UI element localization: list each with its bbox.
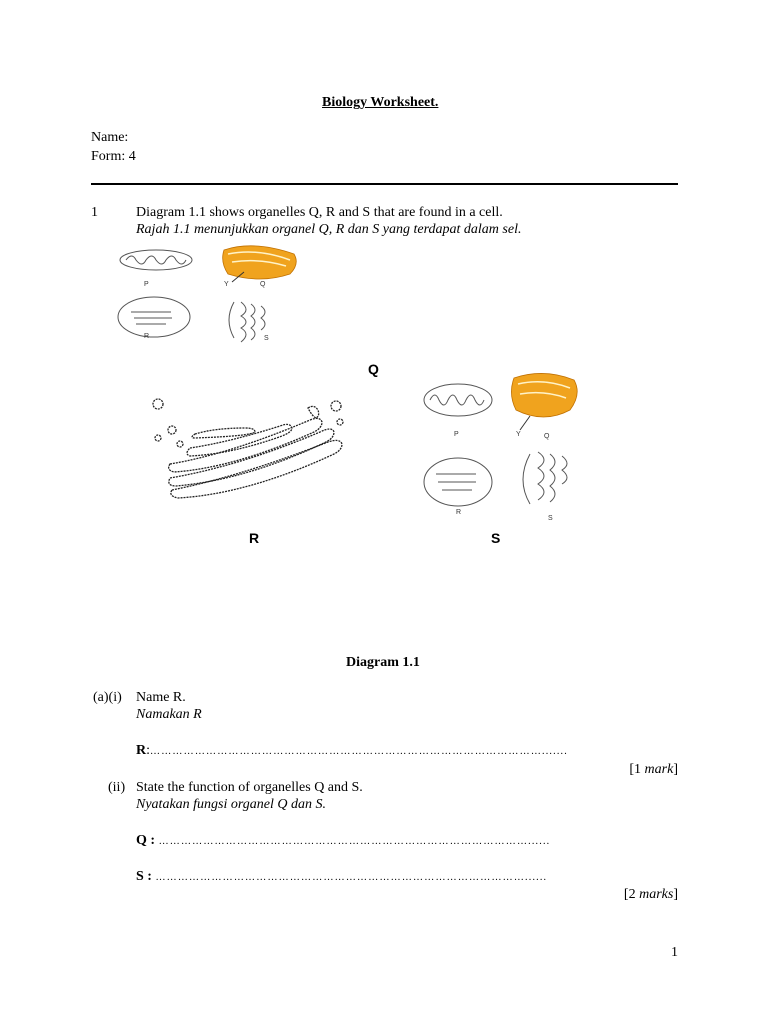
marks-a-ii [624, 887, 678, 903]
composite-label-q: Q [544, 433, 550, 440]
part-a-ii-prompt-ms: Nyatakan fungsi organel Q dan S. [136, 797, 327, 812]
part-a-i-prompt-en: Name R. [136, 690, 186, 705]
composite-label-s: S [548, 515, 553, 522]
marks-a-ii-close: ] [673, 887, 678, 902]
question-intro-ms: Rajah 1.1 menunjukkan organel Q, R dan S yang terdapat dalam sel. [136, 222, 522, 237]
answer-r-colon: : [146, 743, 151, 758]
header-divider [91, 183, 678, 185]
answer-line-s[interactable] [136, 869, 678, 886]
part-a-i-prompt-ms: Namakan R [136, 707, 202, 722]
diagram-caption: Diagram 1.1 [346, 655, 420, 670]
answer-r-label: R [136, 743, 147, 758]
answer-s-label: S : [136, 869, 152, 884]
diagram-label-s: S [491, 530, 501, 546]
answer-q-dots: ………………………………………………………………………………………...... [158, 836, 551, 847]
form-label: Form: 4 [91, 149, 136, 164]
marks-a-i-word: mark [644, 762, 674, 777]
marks-a-ii-open: [2 [623, 887, 640, 902]
thumb-label-r: R [144, 333, 150, 340]
answer-s-dots: ………………………………………………………………………………………...... [155, 872, 548, 883]
composite-label-r: R [456, 509, 462, 516]
answer-line-q[interactable] [136, 833, 678, 850]
name-label: Name: [91, 130, 129, 145]
answer-line-r[interactable] [136, 743, 678, 760]
marks-a-i [629, 762, 678, 778]
thumb-label-s: S [264, 335, 269, 342]
organelles-thumbnail-image [116, 242, 316, 346]
page-title: Biology Worksheet. [322, 95, 439, 110]
part-a-ii-index: (ii) [108, 780, 126, 795]
golgi-apparatus-image [150, 392, 350, 504]
thumb-label-y: Y [224, 281, 229, 288]
answer-r-dots: ……………………………………………………………………………………………....... [150, 746, 568, 757]
answer-q-label: Q : [136, 833, 156, 848]
thumb-label-q: Q [260, 281, 266, 288]
marks-a-i-close: ] [673, 762, 678, 777]
page-number: 1 [671, 945, 678, 960]
diagram-label-q: Q [368, 361, 379, 377]
thumb-label-p: P [144, 281, 149, 288]
question-intro-en: Diagram 1.1 shows organelles Q, R and S that are found in a cell. [136, 205, 503, 220]
marks-a-i-open: [1 [629, 762, 645, 777]
organelles-composite-image [420, 370, 580, 526]
marks-a-ii-word: marks [639, 887, 674, 902]
question-number: 1 [91, 205, 98, 220]
composite-label-y: Y [516, 431, 521, 438]
part-a-ii-prompt-en: State the function of organelles Q and S. [136, 780, 363, 795]
composite-label-p: P [454, 431, 459, 438]
diagram-label-r: R [249, 530, 260, 546]
part-a-i-index: (a)(i) [93, 690, 122, 705]
